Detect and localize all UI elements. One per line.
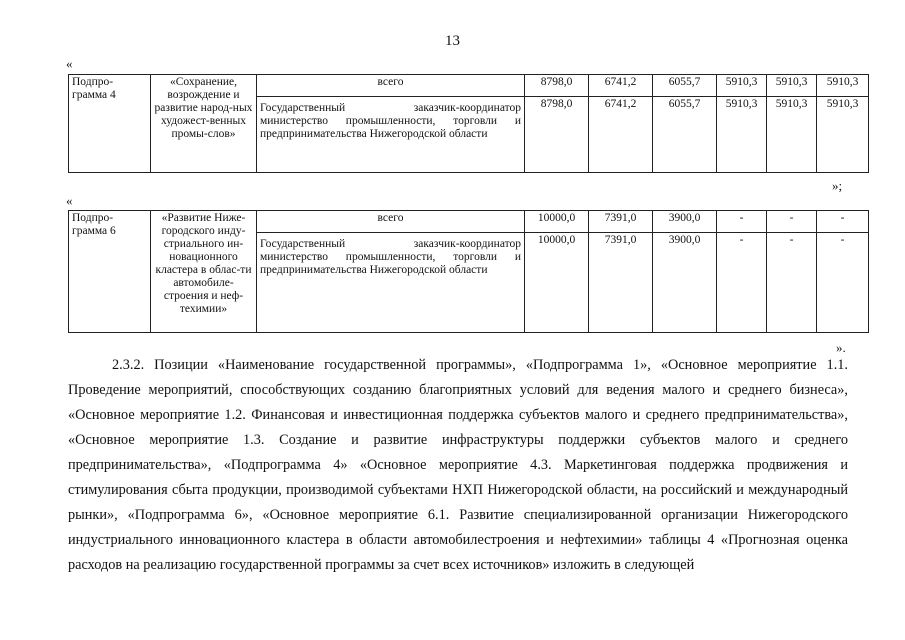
value-cell: 6741,2 — [589, 97, 653, 173]
opening-quote-1: « — [66, 56, 73, 71]
value-cell: 5910,3 — [717, 97, 767, 173]
value-cell: - — [817, 233, 869, 333]
opening-quote-2: « — [66, 193, 73, 208]
value-cell: 10000,0 — [525, 211, 589, 233]
subprogram-label: Подпро- грамма 6 — [69, 211, 151, 333]
value-cell: 5910,3 — [817, 97, 869, 173]
value-cell: - — [817, 211, 869, 233]
table-row — [69, 211, 869, 233]
subprogram-6-table — [68, 210, 869, 333]
value-cell: 7391,0 — [589, 211, 653, 233]
value-cell: 6055,7 — [653, 97, 717, 173]
value-cell: - — [717, 211, 767, 233]
table-row — [69, 75, 869, 97]
amendment-text — [68, 353, 848, 578]
value-cell: 8798,0 — [525, 75, 589, 97]
value-cell: - — [767, 233, 817, 333]
value-cell: 3900,0 — [653, 211, 717, 233]
value-cell: 7391,0 — [589, 233, 653, 333]
customer-org: Государственный заказчик-координатор министерство промышленности, торговли и предпринимательства Нижегородской области — [257, 233, 525, 333]
closing-quote-2: ». — [836, 340, 846, 355]
value-cell: - — [767, 211, 817, 233]
value-cell: 5910,3 — [767, 75, 817, 97]
value-cell: 6741,2 — [589, 75, 653, 97]
total-label: всего — [257, 75, 525, 97]
subprogram-4-table — [68, 74, 869, 173]
value-cell: - — [717, 233, 767, 333]
customer-org: Государственный заказчик-координатор министерство промышленности, торговли и предпринимательства Нижегородской области — [257, 97, 525, 173]
subprogram-label: Подпро- грамма 4 — [69, 75, 151, 173]
closing-quote-1: »; — [832, 178, 843, 193]
page-number: 13 — [445, 33, 460, 49]
paragraph: 2.3.2. Позиции «Наименование государственной программы», «Подпрограмма 1», «Основное мероприятие 1.1. Проведение мероприятий, способствующих созданию благоприятных условий для ведения малого и среднего бизнеса», «Основное мероприятие 1.2. Финансовая и инвестиционная поддержка субъектов малого и среднего предпринимательства», «Основное мероприятие 1.3. Создание и развитие инфраструктуры поддержки субъектов малого и среднего предпринимательства», «Подпрограмма 4» «Основное мероприятие 4.3. Маркетинговая поддержка продвижения и стимулирования сбыта продукции, производимой субъектами НХП Нижегородской области, на российский и международный рынки», «Подпрограмма 6», «Основное мероприятие 6.1. Развитие специализированной организации Нижегородского индустриального инновационного кластера в области автомобилестроения и нефтехимии» таблицы 4 «Прогнозная оценка расходов на реализацию государственной программы за счет всех источников» изложить в следующей — [68, 357, 848, 573]
value-cell: 6055,7 — [653, 75, 717, 97]
value-cell: 10000,0 — [525, 233, 589, 333]
value-cell: 5910,3 — [767, 97, 817, 173]
total-label: всего — [257, 211, 525, 233]
subprogram-name: «Развитие Ниже-городского инду-стриального ин-новационного кластера в облас-ти автомобиле-строения и неф-техимии» — [151, 211, 257, 333]
value-cell: 5910,3 — [717, 75, 767, 97]
subprogram-name: «Сохранение, возрождение и развитие народ-ных художест-венных промы-слов» — [151, 75, 257, 173]
value-cell: 3900,0 — [653, 233, 717, 333]
value-cell: 8798,0 — [525, 97, 589, 173]
value-cell: 5910,3 — [817, 75, 869, 97]
